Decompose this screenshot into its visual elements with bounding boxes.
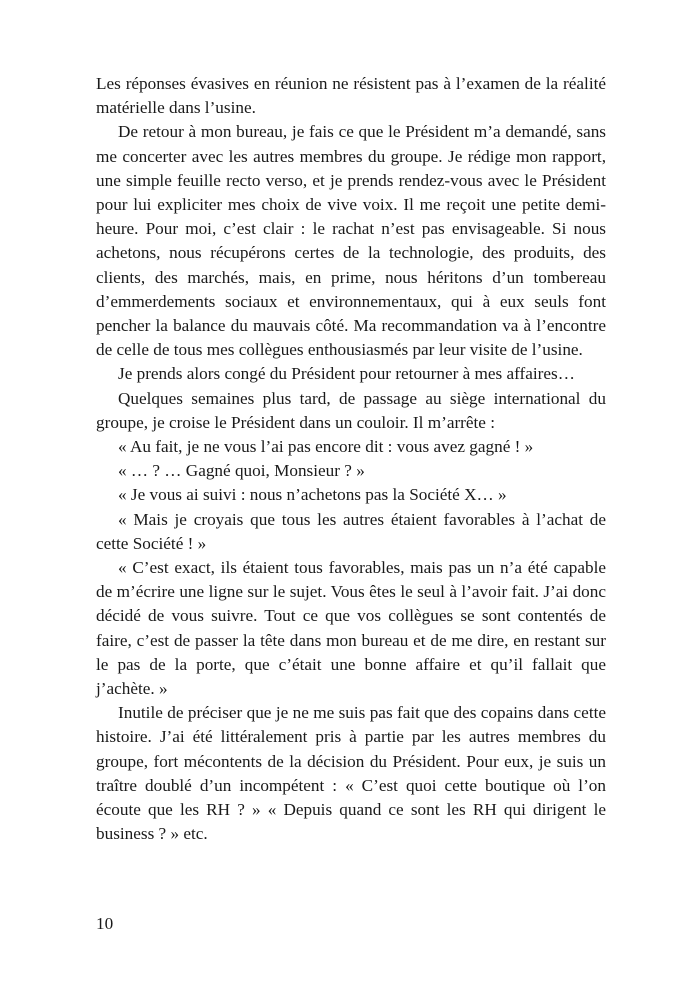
paragraph: Quelques semaines plus tard, de passage au siège international du groupe, je croise le Président dans un couloir. Il m’arrête :	[96, 388, 606, 432]
paragraph: De retour à mon bureau, je fais ce que le Président m’a demandé, sans me concerter avec les autres membres du groupe. Je rédige mon rapport, une simple feuille recto verso, et je prends rendez-vous avec le Président pour lui expliciter mes choix de vive voix. Il me reçoit une petite demi-heure. Pour moi, c’est clair : le rachat n’est pas envisageable. Si nous achetons, nous récupérons certes de la technologie, des produits, des clients, des marchés, mais, en prime, nous héritons d’un tombereau d’emmerdements sociaux et environnementaux, qui à eux seuls font pencher la balance du mauvais côté. Ma recommandation va à l’encontre de celle de tous mes collègues enthousiasmés par leur visite de l’usine.	[96, 122, 606, 360]
page-number: 10	[96, 914, 114, 933]
paragraph: Inutile de préciser que je ne me suis pas fait que des copains dans cette histoire. J’ai été littéralement pris à partie par les autres membres du groupe, fort mécontents de la décision du Président. Pour eux, je suis un traître doublé d’un incompétent : « C’est quoi cette boutique où l’on écoute que les RH ? » « Depuis quand ce sont les RH qui dirigent le business ? » etc.	[96, 703, 606, 844]
dialogue-line: « Mais je croyais que tous les autres étaient favorables à l’achat de cette Société ! »	[96, 509, 606, 553]
dialogue-line: « C’est exact, ils étaient tous favorables, mais pas un n’a été capable de m’écrire une ligne sur le sujet. Vous êtes le seul à l’avoir fait. J’ai donc décidé de vous suivre. Tout ce que vos collègues se sont contentés de faire, c’est de passer la tête dans mon bureau et de me dire, en restant sur le pas de la porte, que c’était une bonne affaire et qu’il fallait que j’achète. »	[96, 558, 606, 699]
dialogue-line: « Je vous ai suivi : nous n’achetons pas la Société X… »	[118, 485, 507, 505]
dialogue-line: « Au fait, je ne vous l’ai pas encore dit : vous avez gagné ! »	[118, 437, 534, 457]
paragraph: Les réponses évasives en réunion ne résistent pas à l’examen de la réalité matérielle dans l’usine.	[96, 74, 606, 118]
dialogue-line: « … ? … Gagné quoi, Monsieur ? »	[118, 461, 365, 481]
paragraph: Je prends alors congé du Président pour retourner à mes affaires…	[118, 364, 575, 384]
page-body	[96, 72, 606, 847]
